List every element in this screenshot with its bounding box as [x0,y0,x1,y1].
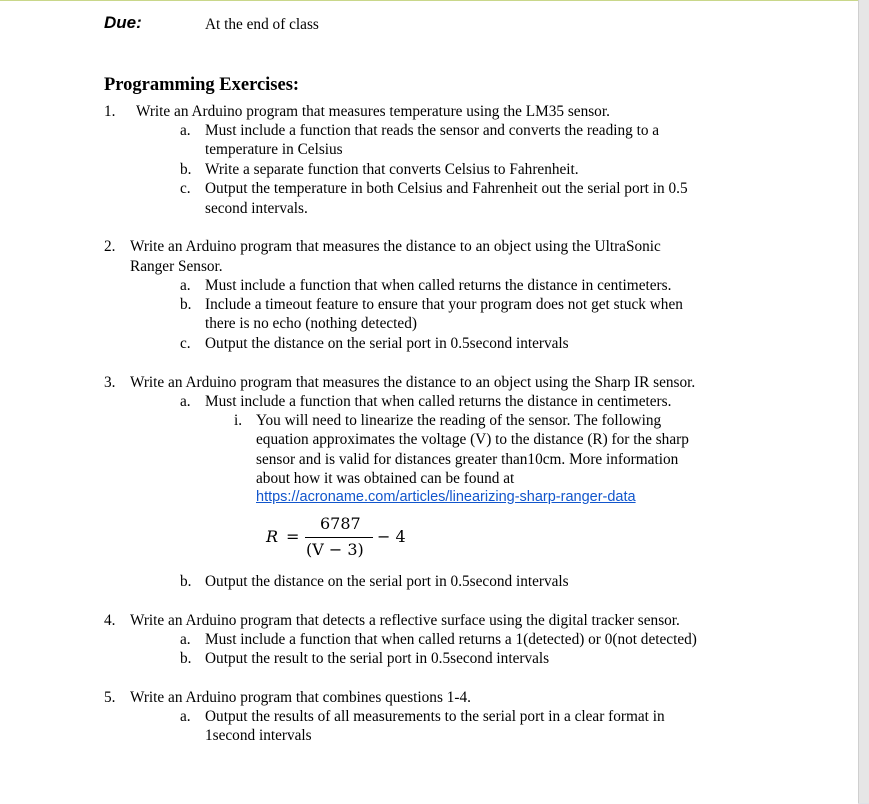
item-marker: c. [180,335,191,352]
section-heading: Programming Exercises: [104,75,300,95]
due-label: Due: [104,13,142,32]
item-text: Must include a function that reads the sensor and converts the reading to a [205,122,660,139]
exercise-text: Write an Arduino program that measures the distance to an object using the UltraSonic [130,238,661,255]
item-marker: a. [180,122,191,139]
exercise-number: 1. [104,103,116,120]
exercise-text: Write an Arduino program that combines questions 1-4. [130,689,471,706]
exercise-number: 5. [104,689,116,706]
subitem-marker: i. [234,412,243,429]
equation-equals: = [286,527,300,546]
item-marker: b. [180,296,192,313]
subitem-text: equation approximates the voltage (V) to the distance (R) for the sharp [256,431,689,448]
item-text: second intervals. [205,200,308,217]
item-marker: a. [180,708,191,725]
item-text: Output the temperature in both Celsius and Fahrenheit out the serial port in 0.5 [205,180,688,197]
item-marker: a. [180,631,191,648]
item-text: 1second intervals [205,727,312,744]
exercise-text: Write an Arduino program that measures the distance to an object using the Sharp IR sensor. [130,374,696,391]
equation-tail: − 4 [377,527,406,546]
equation-lhs: R [266,527,279,546]
exercise-text: Write an Arduino program that detects a reflective surface using the digital tracker sensor. [130,612,680,629]
exercise-number: 3. [104,374,116,391]
item-marker: a. [180,277,191,294]
exercise-number: 2. [104,238,116,255]
subitem-text: about how it was obtained can be found at [256,470,515,487]
item-text: Must include a function that when called returns the distance in centimeters. [205,393,672,410]
item-text: Must include a function that when called returns a 1(detected) or 0(not detected) [205,631,697,648]
item-text: temperature in Celsius [205,141,343,158]
reference-link[interactable]: https://acroname.com/articles/linearizing-sharp-ranger-data [256,489,636,505]
item-marker: b. [180,573,192,590]
due-value: At the end of class [205,16,319,33]
subitem-text: sensor and is valid for distances greater than10cm. More information [256,451,679,468]
item-text: Output the distance on the serial port in 0.5second intervals [205,573,569,590]
item-text: Include a timeout feature to ensure that your program does not get stuck when [205,296,683,313]
item-text: Output the results of all measurements to the serial port in a clear format in [205,708,665,725]
exercise-number: 4. [104,612,116,629]
item-marker: c. [180,180,191,197]
item-marker: b. [180,161,192,178]
item-marker: b. [180,650,192,667]
item-text: Must include a function that when called returns the distance in centimeters. [205,277,672,294]
equation-numerator: 6787 [320,514,361,533]
item-text: Output the result to the serial port in 0.5second intervals [205,650,550,667]
subitem-text: You will need to linearize the reading of the sensor. The following [256,412,662,429]
equation-denominator: (V − 3) [306,540,364,559]
window-edge [858,0,869,803]
item-marker: a. [180,393,191,410]
exercise-text: Ranger Sensor. [130,258,223,275]
exercise-text: Write an Arduino program that measures temperature using the LM35 sensor. [136,103,610,120]
fraction-bar [305,537,373,538]
item-text: there is no echo (nothing detected) [205,315,417,332]
item-text: Output the distance on the serial port in 0.5second intervals [205,335,569,352]
item-text: Write a separate function that converts Celsius to Fahrenheit. [205,161,579,178]
